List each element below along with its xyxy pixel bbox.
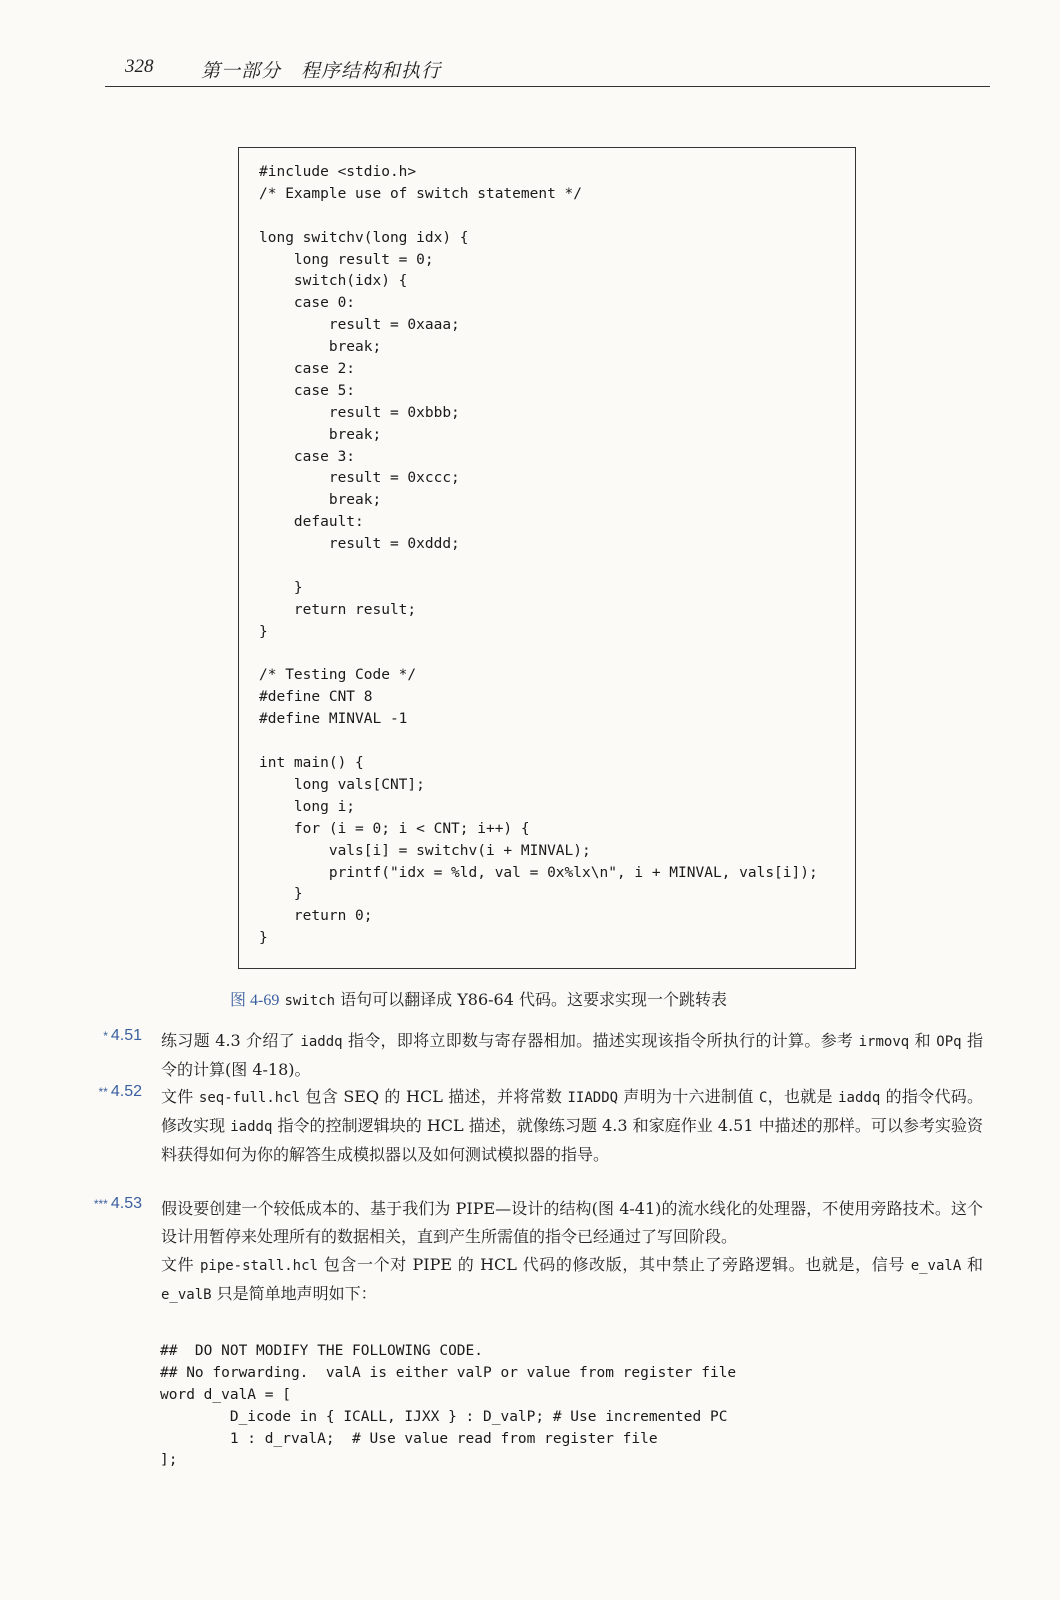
inline-code: C — [758, 1090, 768, 1106]
text-run: 只是简单地声明如下： — [211, 1284, 377, 1303]
inline-code: pipe-stall.hcl — [199, 1258, 318, 1274]
exercise-number: * 4.51 — [103, 1027, 142, 1044]
exercise-number: ** 4.52 — [98, 1083, 142, 1100]
code-line: return result; — [259, 601, 417, 618]
code-line: result = 0xccc; — [259, 470, 460, 487]
figure-caption — [230, 987, 727, 1010]
difficulty-stars: *** — [93, 1197, 108, 1211]
inline-code: seq-full.hcl — [198, 1090, 301, 1106]
code-listing — [259, 162, 818, 950]
code-line: } — [259, 886, 303, 903]
code-line: vals[i] = switchv(i + MINVAL); — [259, 842, 591, 859]
code-line: default: — [259, 514, 364, 531]
code-line: long i; — [259, 798, 356, 815]
code-line — [259, 206, 818, 228]
text-run: 指令，即将立即数与寄存器相加。描述实现该指令所执行的计算。参考 — [342, 1031, 859, 1050]
text-run: 文件 — [161, 1087, 199, 1106]
code-line: #define CNT 8 — [259, 689, 373, 706]
code-line: case 3: — [259, 448, 356, 465]
exercise-text — [161, 1083, 983, 1169]
caption-keyword: switch — [284, 993, 336, 1009]
text-run: 和 — [961, 1255, 983, 1274]
text-run: 指令的计算(图 4-18)。 — [161, 1031, 983, 1079]
text-run: 和 — [909, 1031, 937, 1050]
exercise-text — [161, 1195, 983, 1309]
code-line: ## No forwarding. valA is either valP or value from register file — [160, 1364, 737, 1381]
inline-code: irmovq — [858, 1034, 910, 1050]
code-line: #include <stdio.h> — [259, 164, 417, 180]
code-line: D_icode in { ICALL, IJXX } : D_valP; # Use incremented PC — [160, 1408, 728, 1425]
text-run: 文件 — [161, 1255, 200, 1274]
exercise-paragraph — [161, 1195, 983, 1251]
exercise-number: *** 4.53 — [93, 1195, 142, 1212]
text-run: 的指令代码。修改实现 — [161, 1087, 983, 1135]
code-line: long vals[CNT]; — [259, 776, 425, 793]
code-line: return 0; — [259, 908, 373, 925]
running-header — [105, 52, 990, 87]
code-line: printf("idx = %ld, val = 0x%lx\n", i + MINVAL, vals[i]); — [259, 864, 818, 881]
code-line: } — [259, 579, 303, 596]
code-line: } — [259, 930, 268, 947]
page-number: 328 — [125, 56, 154, 77]
inline-code: iaddq — [838, 1090, 881, 1106]
inline-code: e_valA — [910, 1258, 962, 1274]
code-line: word d_valA = [ — [160, 1386, 291, 1403]
exercise-paragraph — [161, 1083, 983, 1169]
code-line: int main() { — [259, 755, 364, 772]
code-line: /* Example use of switch statement */ — [259, 185, 583, 202]
code-line: long switchv(long idx) { — [259, 229, 469, 246]
code-line: break; — [259, 426, 382, 443]
hcl-listing — [160, 1341, 736, 1472]
code-line — [259, 556, 818, 578]
code-line: result = 0xaaa; — [259, 317, 460, 334]
code-line — [259, 731, 818, 753]
code-line: break; — [259, 492, 382, 509]
code-line: case 0: — [259, 295, 356, 312]
text-run: 指令的控制逻辑块的 HCL 描述，就像练习题 4.3 和家庭作业 4.51 中描述的那样。可以参考实验资料获得如何为你的解答生成模拟器以及如何测试模拟器的指导。 — [161, 1116, 984, 1164]
code-line: for (i = 0; i < CNT; i++) { — [259, 820, 530, 837]
code-line: case 5: — [259, 382, 356, 399]
text-run: 练习题 4.3 介绍了 — [161, 1031, 301, 1050]
inline-code: IIADDQ — [567, 1090, 619, 1106]
figure-number: 图 4-69 — [230, 992, 280, 1009]
code-line: break; — [259, 339, 382, 356]
exercise-text — [161, 1027, 983, 1084]
difficulty-stars: * — [103, 1029, 108, 1043]
text-run: 包含 SEQ 的 HCL 描述，并将常数 — [300, 1087, 568, 1106]
text-run: ，也就是 — [767, 1087, 839, 1106]
figure-code-box — [238, 147, 856, 969]
inline-code: iaddq — [300, 1034, 343, 1050]
code-line: switch(idx) { — [259, 273, 408, 290]
text-run: 假设要创建一个较低成本的、基于我们为 PIPE—设计的结构(图 4-41)的流水线化的处理器，不使用旁路技术。这个设计用暂停来处理所有的数据相关，直到产生所需值的指令已经通过了写回阶段。 — [161, 1199, 983, 1246]
inline-code: iaddq — [230, 1119, 273, 1135]
exercise-paragraph — [161, 1027, 983, 1084]
caption-text: 语句可以翻译成 Y86-64 代码。这要求实现一个跳转表 — [340, 990, 727, 1009]
inline-code: OPq — [936, 1034, 962, 1050]
code-line: case 2: — [259, 361, 356, 378]
difficulty-stars: ** — [98, 1085, 108, 1099]
chapter-title: 第一部分 程序结构和执行 — [201, 60, 442, 82]
exercise-paragraph — [161, 1251, 983, 1309]
code-line: 1 : d_rvalA; # Use value read from register file — [160, 1430, 658, 1447]
code-line: result = 0xbbb; — [259, 404, 460, 421]
code-line: /* Testing Code */ — [259, 667, 417, 684]
code-line: ]; — [160, 1452, 178, 1469]
code-line: long result = 0; — [259, 251, 434, 268]
code-line — [259, 644, 818, 666]
text-run: 包含一个对 PIPE 的 HCL 代码的修改版，其中禁止了旁路逻辑。也就是，信号 — [317, 1255, 911, 1274]
text-run: 声明为十六进制值 — [618, 1087, 759, 1106]
code-line: ## DO NOT MODIFY THE FOLLOWING CODE. — [160, 1343, 484, 1359]
code-line: result = 0xddd; — [259, 536, 460, 553]
code-line: #define MINVAL -1 — [259, 711, 408, 728]
inline-code: e_valB — [161, 1287, 212, 1303]
code-line: } — [259, 623, 268, 640]
